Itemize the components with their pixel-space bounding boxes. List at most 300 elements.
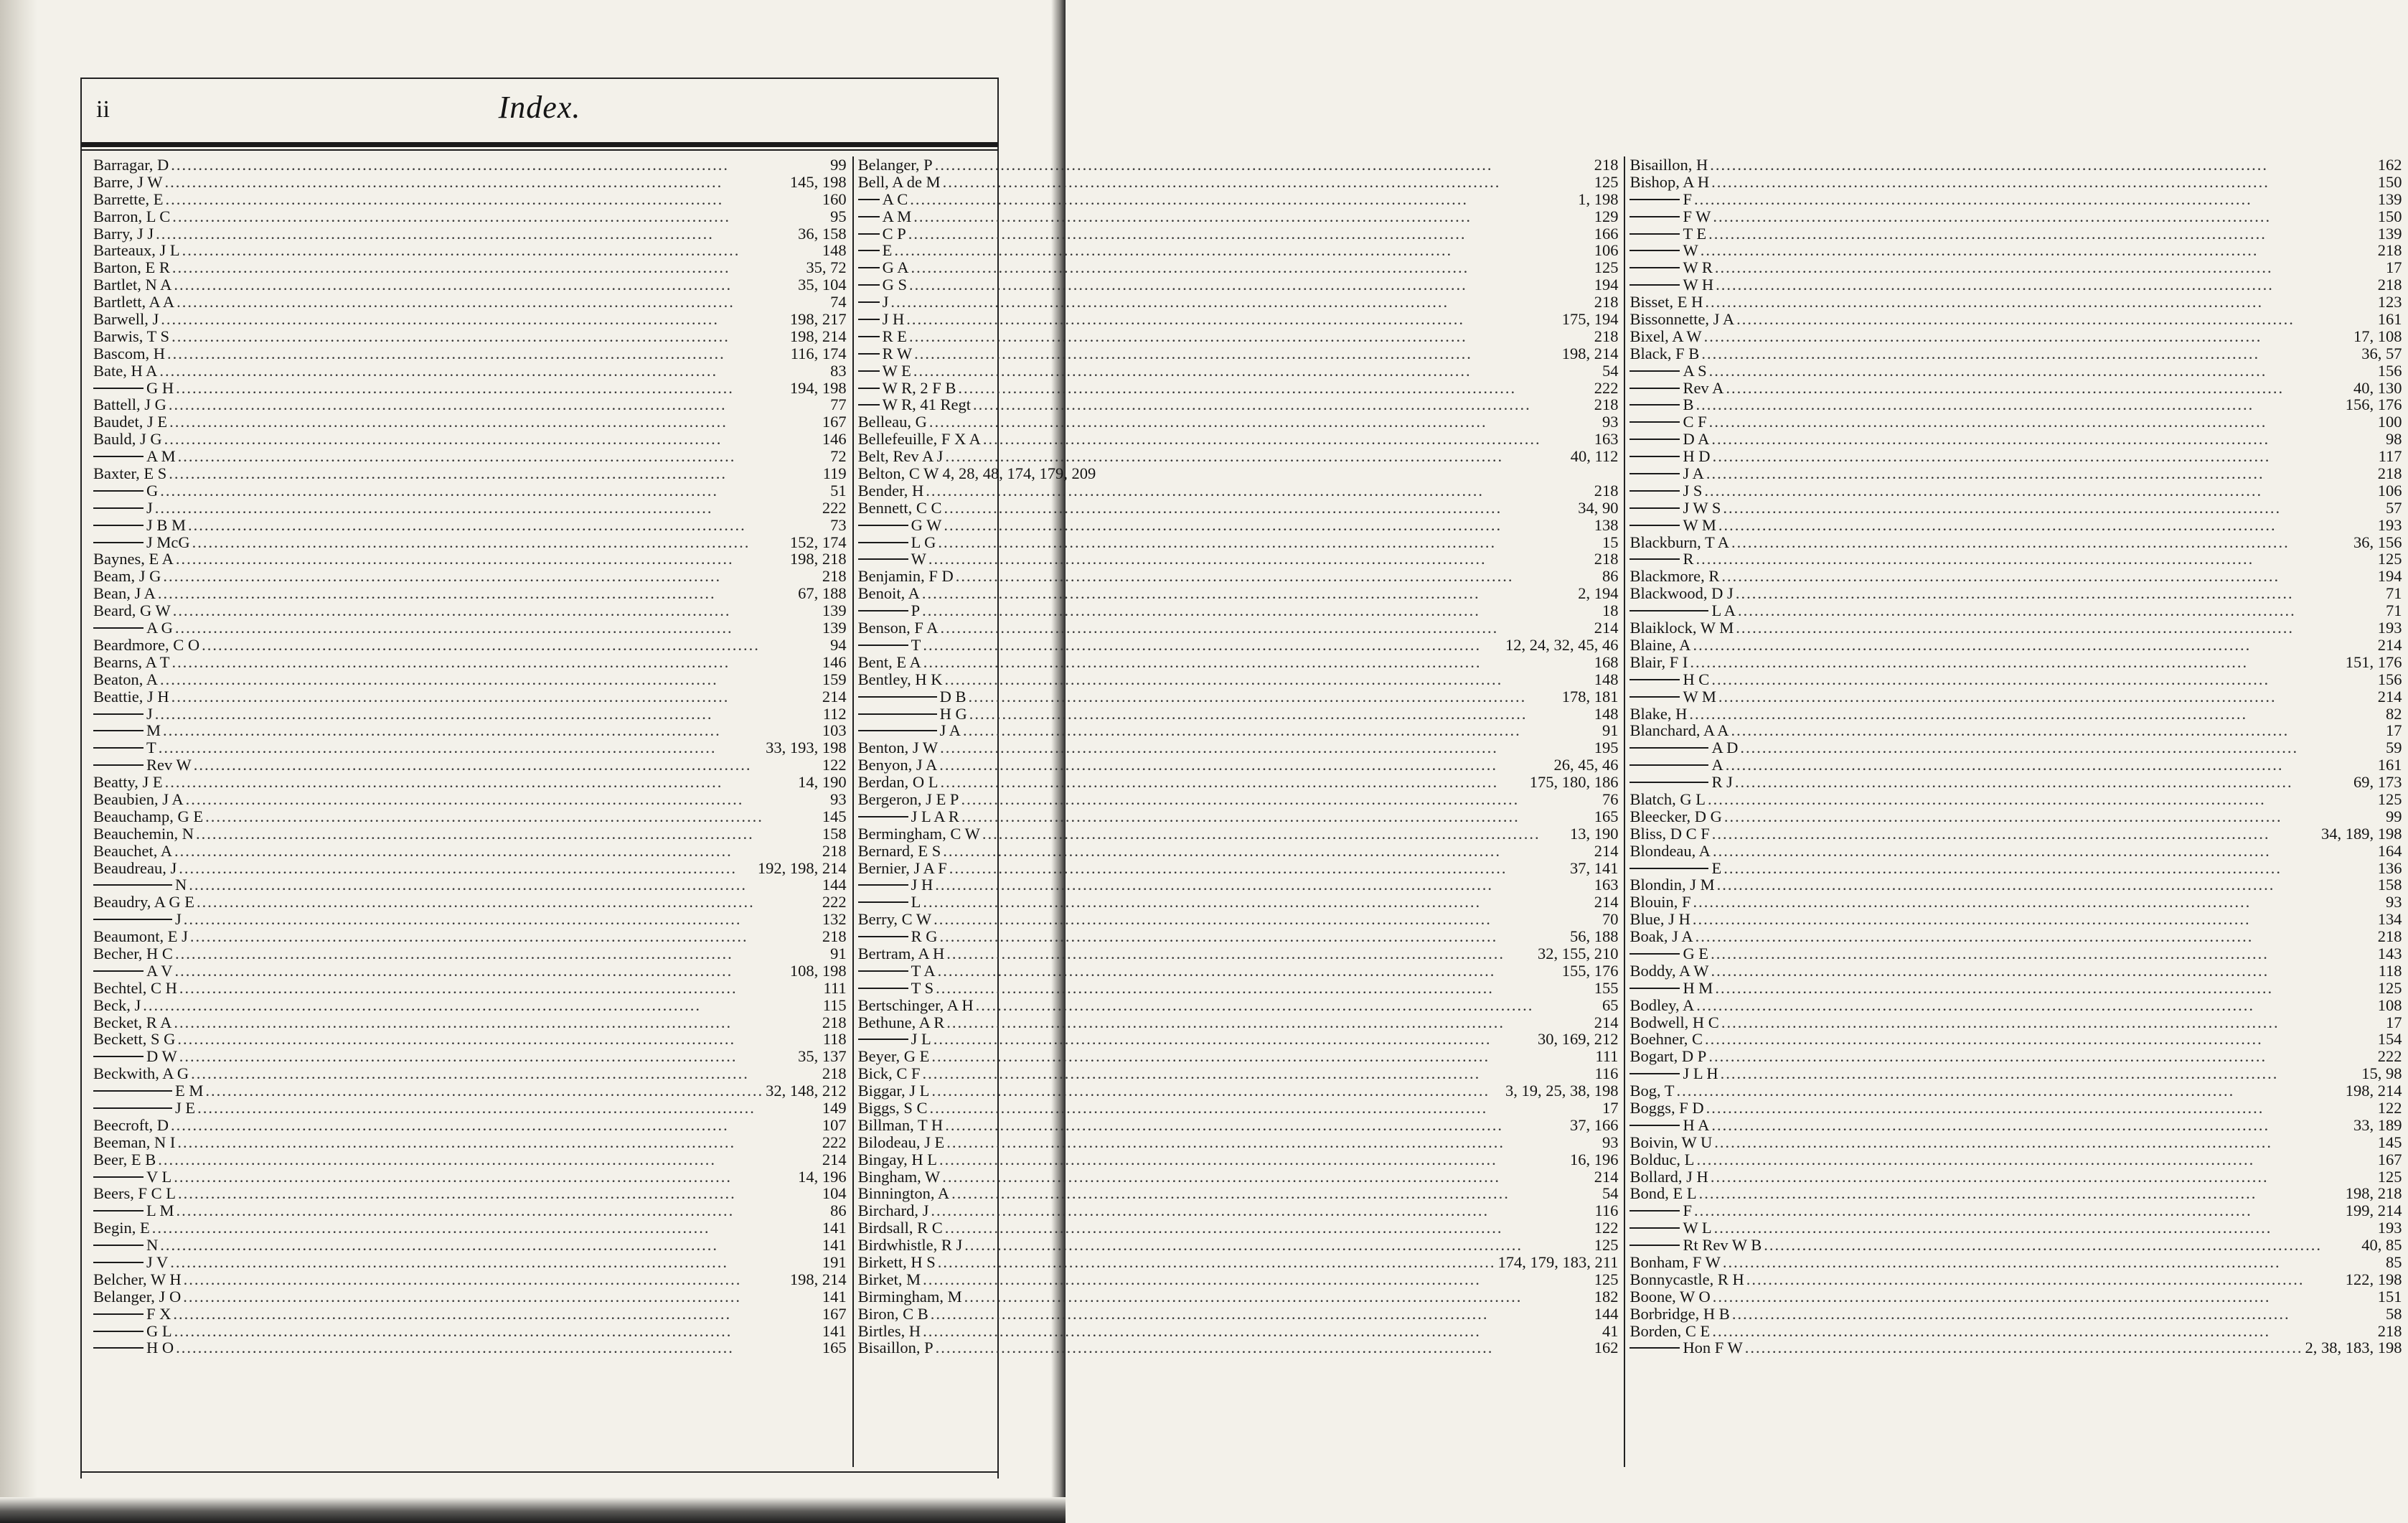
index-entry [858,1082,1619,1100]
entry-name: Beeman, N I [93,1133,176,1151]
leader-dots [156,225,796,243]
index-entry [1629,1288,2402,1306]
index-entry [1629,465,2402,482]
index-entry [858,174,1619,191]
entry-pages: 218 [2377,241,2402,260]
ditto-dash [1629,456,1680,457]
entry-pages: 100 [2377,413,2402,431]
entry-name: Blackburn, T A [1629,533,1729,551]
ditto-dash [93,507,144,509]
index-entry [1629,1306,2402,1323]
leader-dots [938,1254,1496,1271]
leader-dots [1705,294,2375,311]
entry-name: Boddy, A W [1629,961,1709,980]
leader-dots [922,585,1576,602]
entry-name: Belt, Rev A J [857,447,944,466]
entry-name: Battell, J G [93,395,166,414]
index-entry [1629,860,2402,877]
entry-name: Bertram, A H [857,944,945,962]
index-entry [858,688,1619,706]
entry-pages: 154 [2377,1030,2402,1049]
entry-pages: 198, 214 [2345,1082,2402,1100]
entry-name: Boggs, F D [1629,1098,1704,1117]
entry-name: Beattie, J H [93,687,169,706]
index-entry [1629,671,2402,688]
entry-pages: 35, 104 [798,276,847,294]
entry-name: Birtles, H [857,1321,921,1340]
leader-dots [174,1014,820,1031]
index-entry [1629,1100,2402,1117]
index-entry [93,1271,847,1288]
index-entry [858,894,1619,911]
leader-dots [1711,174,2376,191]
ditto-dash [1629,233,1680,235]
entry-name: G H [146,378,174,397]
index-entry [1629,500,2402,517]
entry-name: Barwell, J [93,310,159,329]
entry-pages: 118 [822,1030,847,1049]
index-column-3 [1624,156,2407,1467]
entry-pages: 218 [822,567,847,586]
entry-name: Bell, A de M [857,172,941,191]
entry-name: Bentley, H K [857,670,943,688]
leader-dots [170,1254,820,1271]
entry-name: Bodwell, H C [1629,1013,1719,1031]
ditto-dash [93,490,144,492]
entry-name: Borbridge, H B [1629,1304,1730,1323]
leader-dots [969,706,1592,723]
index-entry [858,242,1619,259]
entry-pages: 77 [830,395,847,414]
leader-dots [197,1100,820,1117]
ditto-dash [858,696,937,698]
index-entry [858,962,1619,980]
index-entry [93,1168,847,1186]
entry-pages: 158 [2377,876,2402,894]
leader-dots [164,431,820,448]
entry-pages: 119 [822,464,847,483]
entry-name: Birdwhistle, R J [857,1236,963,1255]
entry-name: Borden, C E [1629,1321,1711,1340]
entry-pages: 17 [2386,721,2402,740]
ditto-dash [1629,525,1680,526]
leader-dots [943,174,1592,191]
leader-dots [944,500,1576,517]
ditto-dash [1629,388,1680,389]
entry-name: Benjamin, F D [857,567,954,586]
entry-name: Birdsall, R C [857,1219,943,1237]
leader-dots [942,1168,1591,1186]
leader-dots [976,997,1600,1014]
index-entry [93,637,847,654]
entry-pages: 41 [1602,1321,1619,1340]
entry-name: Birkett, H S [857,1253,936,1271]
index-entry [1629,1031,2402,1048]
entry-name: Belanger, P [857,156,933,174]
leader-dots [1712,825,2319,843]
leader-dots [940,928,1568,945]
leader-dots [936,980,1592,997]
ditto-dash [1629,610,1708,611]
leader-dots [174,1323,820,1340]
entry-pages: 152, 174 [789,533,847,551]
index-entry [93,328,847,345]
index-entry [858,843,1619,860]
entry-name: Blackmore, R [1629,567,1720,586]
entry-name: Barragar, D [93,156,169,174]
entry-name: Bixel, A W [1629,327,1702,345]
index-entry [93,294,847,311]
entry-name: Bergeron, J E P [857,789,959,808]
ditto-dash [858,901,908,903]
leader-dots [939,756,1551,774]
leader-dots [176,550,788,568]
index-entry [858,276,1619,294]
index-entry [93,1065,847,1082]
index-entry [1629,688,2402,706]
entry-name: Beecroft, D [93,1115,169,1134]
index-entry [1629,1202,2402,1219]
page-edge-left [0,0,37,1523]
leader-dots [961,791,1599,808]
ditto-dash [1629,558,1680,560]
index-entry [1629,396,2402,413]
entry-pages: 214 [1594,893,1619,912]
index-entry [1629,156,2402,174]
ditto-dash [93,525,144,526]
leader-dots [1694,1202,2343,1219]
entry-name: Baynes, E A [93,550,174,568]
index-entry [93,671,847,688]
entry-pages: 218 [822,927,847,946]
entry-pages: 86 [830,1201,847,1220]
entry-name: L A [1711,601,1736,620]
leader-dots [1701,242,2376,259]
entry-pages: 37, 166 [1569,1115,1619,1134]
index-entry [858,774,1619,791]
entry-pages: 125 [2377,789,2402,808]
entry-pages: 143 [2377,944,2402,962]
leader-dots [174,276,796,294]
entry-pages: 218 [1594,481,1619,500]
entry-pages: 214 [2377,687,2402,706]
index-entry [1629,1151,2402,1168]
ditto-dash [1629,267,1680,268]
index-entry [1629,825,2402,843]
entry-name: Bond, E L [1629,1184,1697,1203]
entry-name: E [882,241,893,260]
entry-name: W H [1683,276,1714,294]
entry-name: G S [882,276,908,294]
index-entry [1629,191,2402,208]
entry-name: Bissonnette, J A [1629,310,1735,329]
leader-dots [1745,1339,2303,1356]
entry-pages: 36, 156 [2353,533,2402,551]
leader-dots [931,1082,1503,1100]
leader-dots [911,259,1592,276]
leader-dots [184,911,820,928]
leader-dots [945,1219,1592,1237]
entry-pages: 195 [1594,739,1619,757]
index-entry [858,1237,1619,1254]
entry-pages: 32, 155, 210 [1537,944,1619,962]
leader-dots [1738,602,2384,619]
leader-dots [1696,1151,2375,1168]
entry-pages: 67, 188 [798,584,847,603]
leader-dots [169,396,828,413]
entry-name: A V [146,961,173,980]
entry-pages: 218 [822,1013,847,1031]
leader-dots [1718,517,2376,534]
ditto-dash [858,284,880,286]
index-entry [858,585,1619,602]
index-entry [858,259,1619,276]
entry-name: Bellefeuille, F X A [857,430,981,449]
leader-dots [173,602,820,619]
entry-name: W M [1683,687,1716,706]
leader-dots [177,1031,820,1048]
index-entry [1629,1168,2402,1186]
index-entry [858,362,1619,380]
leader-dots [1764,1237,2359,1254]
entry-pages: 158 [822,824,847,843]
leader-dots [159,362,828,380]
index-entry [93,619,847,637]
entry-pages: 116 [1594,1064,1619,1083]
index-entry [858,825,1619,843]
index-entry [1629,448,2402,465]
entry-pages: 129 [1594,207,1619,225]
entry-name: Bollard, J H [1629,1167,1708,1186]
entry-name: N [175,876,187,894]
leader-dots [178,448,828,465]
index-entry [1629,1014,2402,1031]
entry-name: Bick, C F [857,1064,921,1083]
entry-name: A M [882,207,912,225]
entry-pages: 151 [2377,1287,2402,1306]
index-entry [1629,225,2402,243]
ditto-dash [858,525,908,526]
entry-name: Begin, E [93,1219,150,1237]
entry-name: Beers, F C L [93,1184,176,1203]
entry-name: J [175,910,182,929]
entry-pages: 1, 198 [1578,189,1619,208]
entry-pages: 146 [822,652,847,671]
entry-name: Bent, E A [857,652,921,671]
entry-name: Barry, J J [93,224,154,243]
entry-pages: 218 [2377,464,2402,483]
index-entry [93,1082,847,1100]
index-entry [858,431,1619,448]
index-entry [93,208,847,225]
ditto-dash [1629,1125,1680,1126]
leader-dots [938,962,1560,980]
leader-dots [189,876,820,894]
leader-dots [961,808,1592,825]
entry-pages: 168 [1594,652,1619,671]
entry-pages: 93 [830,789,847,808]
leader-dots [906,311,1559,328]
entry-pages: 15 [1602,533,1619,551]
leader-dots [1708,791,2376,808]
index-entry [858,380,1619,397]
leader-dots [205,808,820,825]
entry-name: Billman, T H [857,1115,944,1134]
index-page [80,78,2402,1479]
index-entry [93,345,847,362]
entry-name: Bernard, E S [857,841,941,860]
entry-name: Blake, H [1629,704,1688,723]
index-entry [858,860,1619,877]
entry-name: Boehner, C [1629,1030,1703,1049]
leader-dots [160,1237,820,1254]
ditto-dash [858,319,880,320]
index-entry [93,739,847,756]
ditto-dash [858,730,937,731]
index-entry [858,328,1619,345]
entry-pages: 198, 217 [789,310,847,329]
index-entry [93,585,847,602]
entry-pages: 145 [822,807,847,825]
entry-name: Bodley, A [1629,995,1695,1014]
index-entry [1629,174,2402,191]
entry-pages: 148 [1594,704,1619,723]
leader-dots [1736,619,2376,637]
entry-pages: 218 [1594,293,1619,311]
leader-dots [1696,997,2376,1014]
entry-name: R [1683,550,1694,568]
index-entry [1629,431,2402,448]
entry-pages: 194 [2377,567,2402,586]
leader-dots [964,1237,1591,1254]
entry-name: P [911,601,921,620]
entry-pages: 159 [822,670,847,688]
entry-name: D A [1683,430,1710,449]
index-entry [858,413,1619,431]
index-entry [858,1271,1619,1288]
entry-name: T E [1683,224,1707,243]
ditto-dash [1629,1347,1680,1349]
entry-name: Bliss, D C F [1629,824,1710,843]
index-entry [1629,894,2402,911]
entry-pages: 182 [1594,1287,1619,1306]
header-rule-thin [82,149,997,151]
leader-dots [1721,1065,2360,1082]
entry-pages: 17 [1602,1098,1619,1117]
ditto-dash [858,558,908,560]
index-entry [93,688,847,706]
ditto-dash [1629,1227,1680,1229]
index-entry [93,259,847,276]
entry-name: A M [146,447,176,466]
index-entry [93,517,847,534]
entry-pages: 214 [1594,841,1619,860]
ditto-dash [93,1056,144,1057]
footer-rule [82,1471,997,1473]
index-entry [1629,1134,2402,1151]
index-columns [89,156,2402,1467]
entry-pages: 155, 176 [1561,961,1619,980]
entry-pages: 122 [1594,1219,1619,1237]
entry-pages: 156 [2377,670,2402,688]
leader-dots [1726,756,2376,774]
index-entry [93,311,847,328]
entry-pages: 116 [1594,1201,1619,1220]
entry-name: Bechtel, C H [93,978,177,997]
entry-pages: 222 [1594,378,1619,397]
entry-name: J W S [1683,498,1721,517]
index-entry [93,431,847,448]
index-entry [1629,585,2402,602]
entry-pages: 115 [822,995,847,1014]
entry-pages: 198, 214 [789,327,847,345]
leader-dots [914,345,1560,362]
entry-pages: 156, 176 [2345,395,2402,414]
entry-pages: 118 [2378,961,2402,980]
index-entry [93,448,847,465]
entry-pages: 125 [2377,978,2402,997]
leader-dots [175,619,820,637]
entry-pages: 193 [2377,619,2402,637]
ditto-dash [1629,1210,1680,1212]
entry-pages: 214 [1594,619,1619,637]
leader-dots [931,1202,1592,1219]
leader-dots [923,1271,1592,1288]
entry-pages: 191 [822,1253,847,1271]
index-entry [858,345,1619,362]
ditto-dash [93,1313,144,1315]
ditto-dash [93,730,144,731]
leader-dots [939,1151,1568,1168]
ditto-dash [93,764,144,766]
leader-dots [1677,1082,2343,1100]
entry-name: E [1711,858,1722,877]
leader-dots [1714,1219,2376,1237]
leader-dots [171,654,819,671]
leader-dots [928,550,1592,568]
entry-name: Bisset, E H [1629,293,1703,311]
index-entry [1629,362,2402,380]
entry-name: Blouin, F [1629,893,1691,912]
index-entry [93,756,847,774]
entry-name: Beaudreau, J [93,858,177,877]
entry-pages: 148 [1594,670,1619,688]
leader-dots [1740,739,2384,756]
ditto-dash [1629,473,1680,474]
index-entry [93,568,847,585]
ditto-dash [858,713,937,715]
leader-dots [910,191,1576,208]
entry-pages: 218 [1594,327,1619,345]
entry-pages: 222 [822,1133,847,1151]
index-entry [93,1339,847,1356]
entry-pages: 198, 218 [2345,1184,2402,1203]
entry-pages: 107 [822,1115,847,1134]
entry-name: Blatch, G L [1629,789,1706,808]
index-entry [858,945,1619,962]
entry-pages: 59 [2386,739,2402,757]
index-entry [93,945,847,962]
entry-name: Barton, E R [93,258,170,277]
entry-pages: 125 [2377,550,2402,568]
entry-pages: 108 [2377,995,2402,1014]
index-entry [1629,928,2402,945]
entry-name: H C [1683,670,1710,688]
leader-dots [160,482,828,500]
leader-dots [192,534,788,551]
ditto-dash [1629,439,1680,440]
ditto-dash [858,216,880,217]
